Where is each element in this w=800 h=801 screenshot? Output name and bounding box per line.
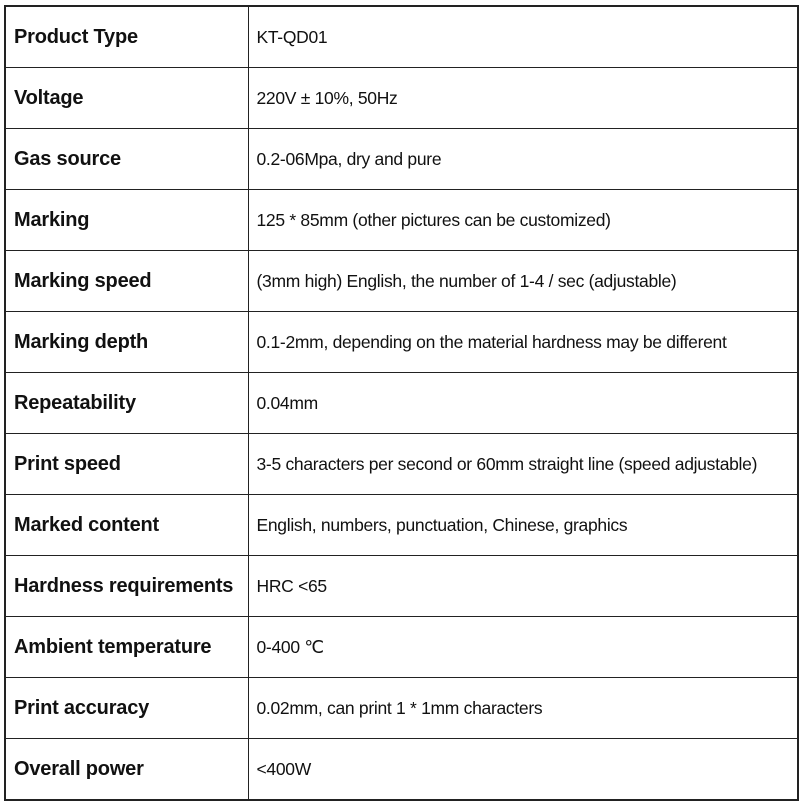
spec-label: Overall power (5, 739, 248, 801)
table-row (5, 739, 798, 801)
table-row (5, 190, 798, 251)
table-row (5, 6, 798, 68)
spec-value: HRC <65 (248, 556, 798, 617)
table-row (5, 678, 798, 739)
specification-table (4, 5, 799, 801)
table-row (5, 495, 798, 556)
spec-value: 220V ± 10%, 50Hz (248, 68, 798, 129)
spec-label: Product Type (5, 6, 248, 68)
table-row (5, 373, 798, 434)
spec-label: Repeatability (5, 373, 248, 434)
spec-label: Print accuracy (5, 678, 248, 739)
spec-value: 0.04mm (248, 373, 798, 434)
spec-value: (3mm high) English, the number of 1-4 / sec (adjustable) (248, 251, 798, 312)
spec-value: 0.1-2mm, depending on the material hardness may be different (248, 312, 798, 373)
specification-table-body (5, 6, 798, 800)
spec-value: English, numbers, punctuation, Chinese, graphics (248, 495, 798, 556)
spec-label: Marking speed (5, 251, 248, 312)
spec-value: KT-QD01 (248, 6, 798, 68)
spec-label: Hardness requirements (5, 556, 248, 617)
table-row (5, 68, 798, 129)
spec-label: Ambient temperature (5, 617, 248, 678)
spec-value: 0.2-06Mpa, dry and pure (248, 129, 798, 190)
spec-label: Voltage (5, 68, 248, 129)
spec-label: Marked content (5, 495, 248, 556)
table-row (5, 556, 798, 617)
spec-value: 0-400 ℃ (248, 617, 798, 678)
table-row (5, 251, 798, 312)
spec-value: 0.02mm, can print 1 * 1mm characters (248, 678, 798, 739)
spec-value: <400W (248, 739, 798, 801)
table-row (5, 312, 798, 373)
spec-label: Marking depth (5, 312, 248, 373)
spec-value: 3-5 characters per second or 60mm straight line (speed adjustable) (248, 434, 798, 495)
spec-label: Gas source (5, 129, 248, 190)
table-row (5, 434, 798, 495)
table-row (5, 617, 798, 678)
table-row (5, 129, 798, 190)
spec-label: Marking (5, 190, 248, 251)
spec-label: Print speed (5, 434, 248, 495)
spec-value: 125 * 85mm (other pictures can be customized) (248, 190, 798, 251)
